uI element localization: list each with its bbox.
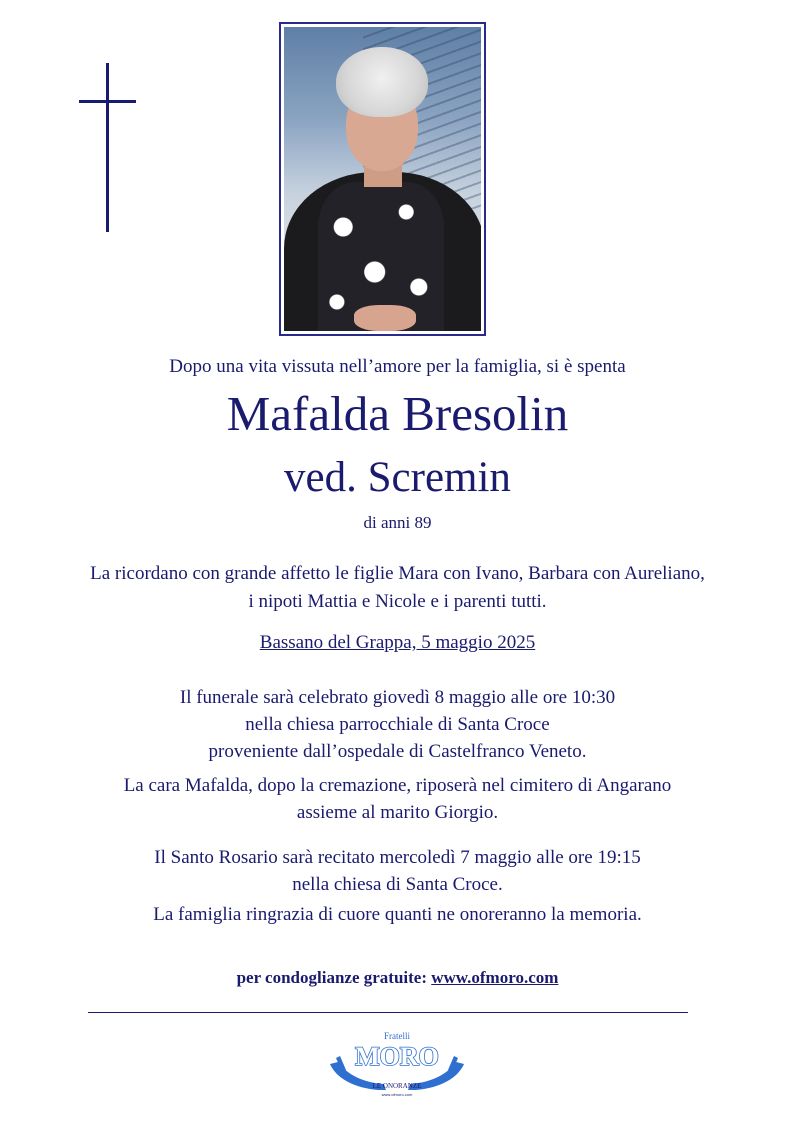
intro-text: Dopo una vita vissuta nell’amore per la famiglia, si è spenta — [169, 356, 626, 377]
logo-url-text: www.ofmoro.com — [381, 1092, 413, 1097]
funeral-line-2: nella chiesa parrocchiale di Santa Croce — [245, 714, 550, 735]
condolences-link[interactable]: www.ofmoro.com — [431, 968, 559, 987]
thanks-text: La famiglia ringrazia di cuore quanti ne onoreranno la memoria. — [153, 904, 642, 925]
condolences-label: per condoglianze gratuite: — [236, 968, 427, 987]
rosary-line-2: nella chiesa di Santa Croce. — [292, 874, 503, 895]
moro-logo — [326, 1028, 468, 1100]
funeral-block — [0, 684, 795, 765]
divider-line — [88, 1012, 688, 1013]
cross-vertical — [106, 63, 109, 232]
deceased-name: Mafalda Bresolin — [226, 386, 569, 441]
rosary-line-1: Il Santo Rosario sarà recitato mercoledì 7 maggio alle ore 19:15 — [154, 847, 641, 868]
cremation-line-1: La cara Mafalda, dopo la cremazione, riposerà nel cimitero di Angarano — [123, 775, 672, 796]
place-date — [0, 632, 795, 654]
funeral-line-3: proveniente dall’ospedale di Castelfranco Veneto. — [208, 741, 587, 762]
logo-top-text: Fratelli — [384, 1031, 410, 1041]
condolences-line — [0, 968, 795, 988]
remembrance-line-2: i nipoti Mattia e Nicole e i parenti tutti. — [248, 591, 547, 612]
remembrance-line-1: La ricordano con grande affetto le figlie Mara con Ivano, Barbara con Aureliano, — [90, 563, 705, 584]
logo-sub-text: LE ONORANZE — [372, 1082, 422, 1090]
cremation-line-2: assieme al marito Giorgio. — [296, 802, 499, 823]
funeral-line-1: Il funerale sarà celebrato giovedì 8 maggio alle ore 10:30 — [179, 687, 616, 708]
portrait-photo-frame — [279, 22, 486, 336]
rosary-block — [0, 844, 795, 898]
logo-main-text: MORO — [355, 1042, 439, 1071]
remembrance-block — [0, 560, 795, 616]
cross-horizontal — [79, 100, 136, 103]
portrait-photo — [284, 27, 481, 331]
married-name: ved. Scremin — [284, 454, 511, 501]
cremation-block — [0, 772, 795, 826]
age-text: di anni 89 — [363, 513, 432, 532]
place-date-text: Bassano del Grappa, 5 maggio 2025 — [259, 632, 536, 653]
